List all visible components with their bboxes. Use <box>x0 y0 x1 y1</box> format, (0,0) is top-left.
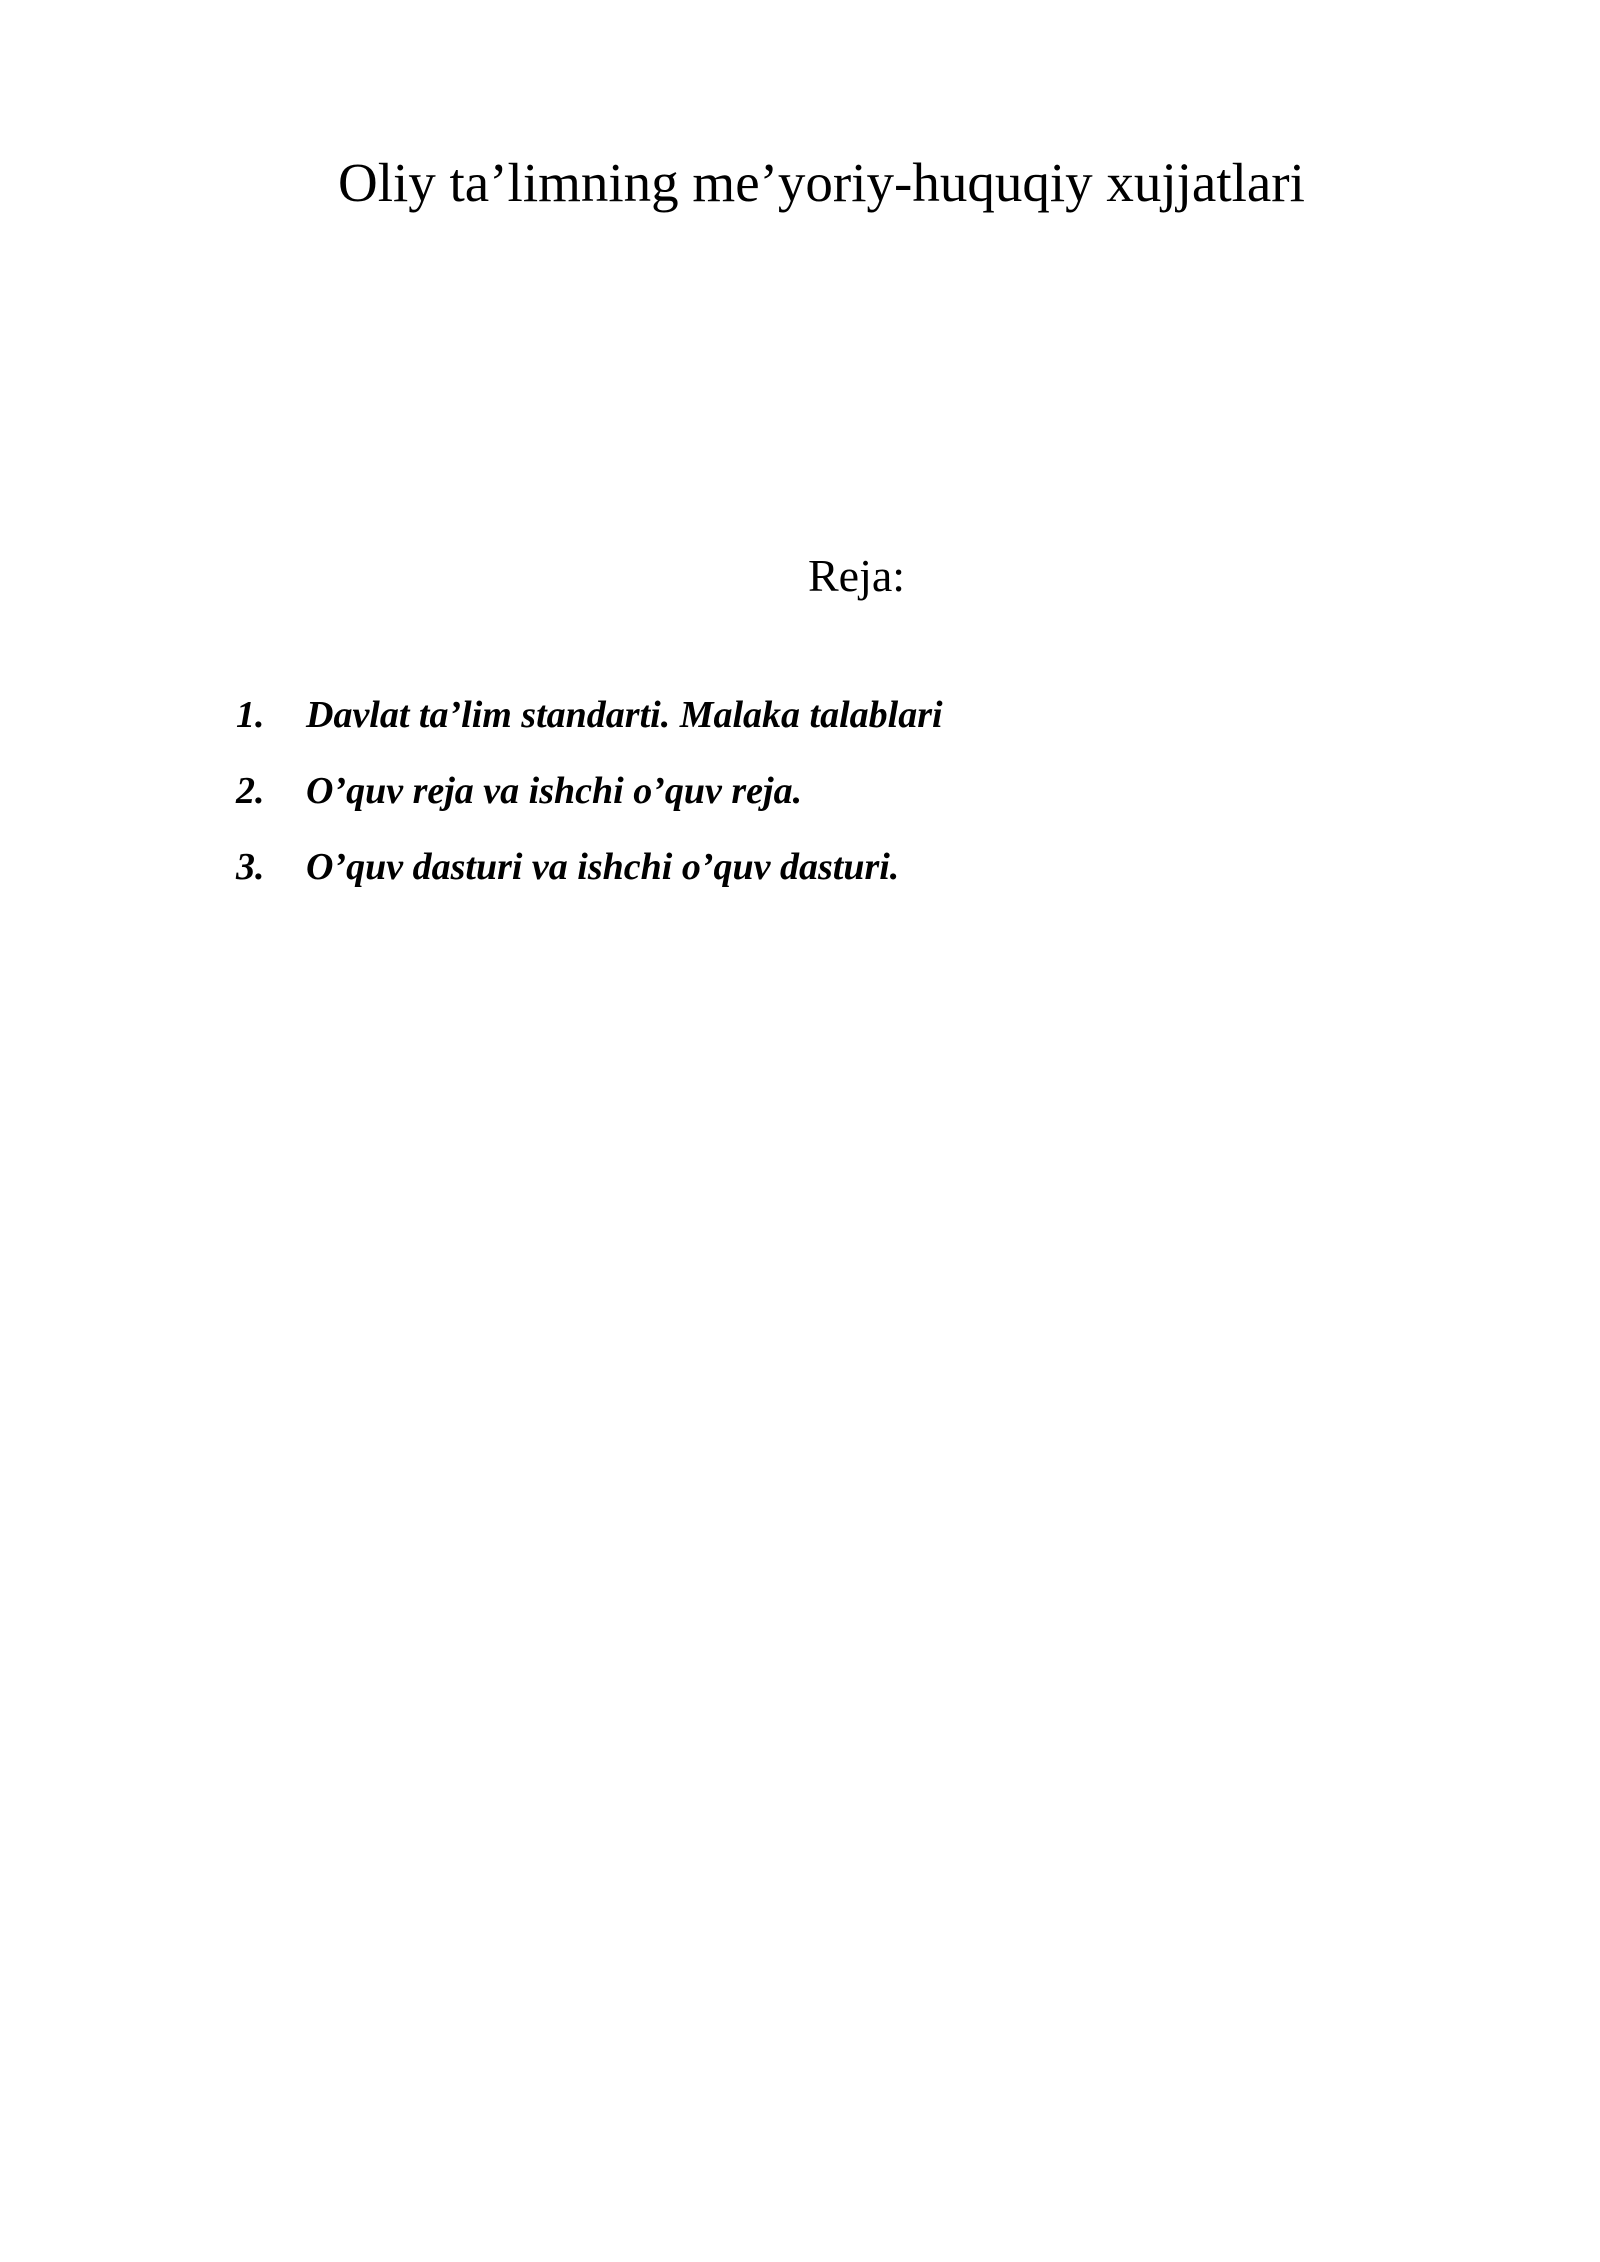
plan-item-2 <box>236 769 943 845</box>
plan-item-number: 1. <box>236 694 265 736</box>
plan-item-number: 3. <box>236 846 265 888</box>
plan-heading: Reja: <box>808 550 906 601</box>
plan-item-3 <box>236 845 943 921</box>
plan-item-number: 2. <box>236 770 265 812</box>
plan-item-1 <box>236 693 943 769</box>
plan-item-text: O’quv reja va ishchi o’quv reja. <box>306 770 803 812</box>
plan-item-text: Davlat ta’lim standarti. Malaka talablari <box>306 694 943 736</box>
document-title: Oliy ta’limning me’yoriy-huquqiy xujjatlari <box>338 152 1305 213</box>
plan-item-text: O’quv dasturi va ishchi o’quv dasturi. <box>306 846 900 888</box>
plan-list <box>236 693 943 921</box>
